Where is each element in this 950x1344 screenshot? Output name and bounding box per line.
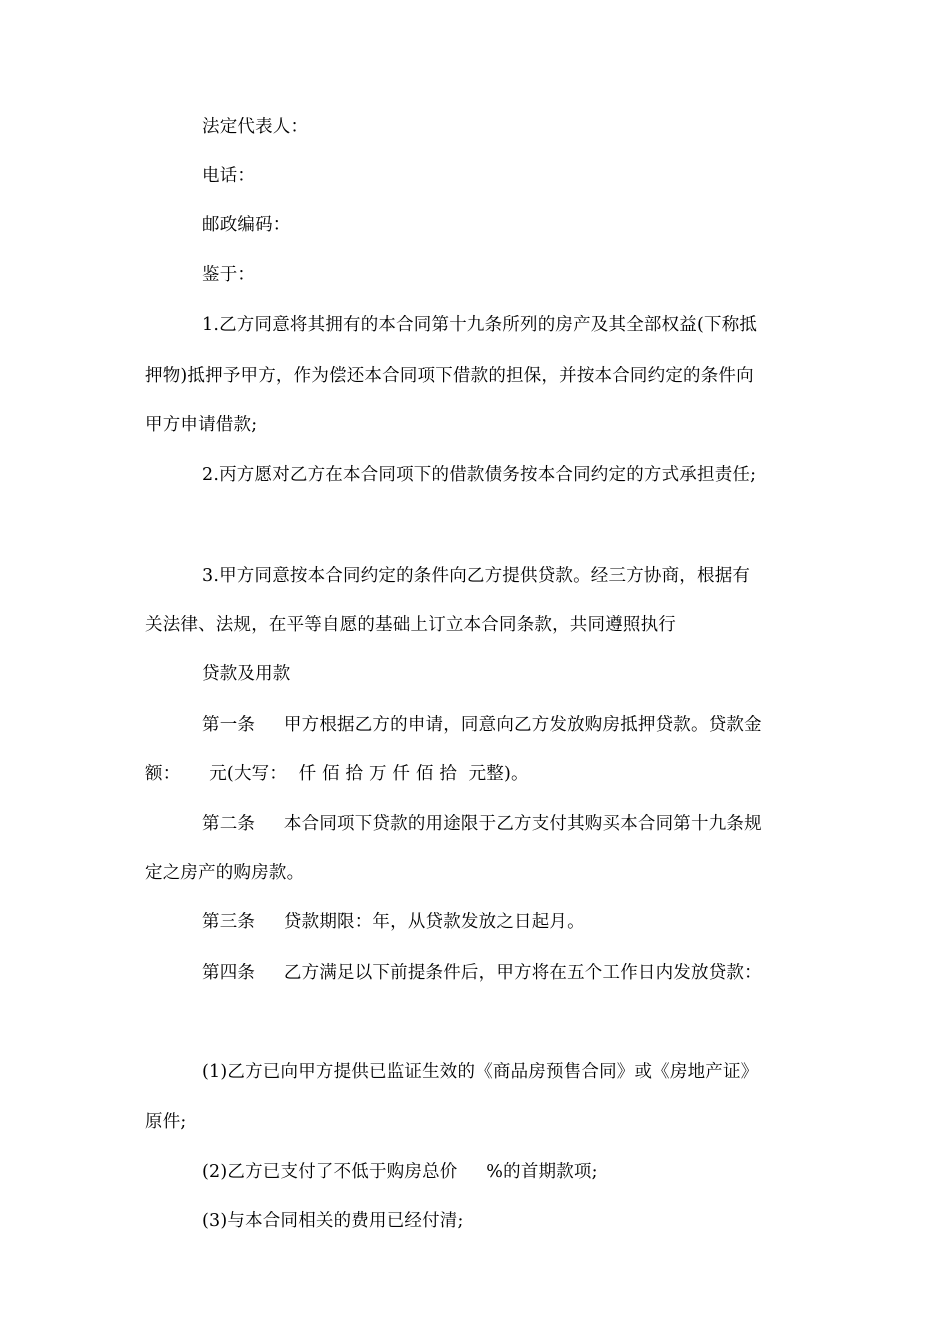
- article-1-line-1: 第一条 甲方根据乙方的申请，同意向乙方发放购房抵押贷款。贷款金: [202, 715, 762, 735]
- article-2-line-2: 定之房产的购房款。: [145, 863, 305, 883]
- recital-2-line: 2.丙方愿对乙方在本合同项下的借款债务按本合同约定的方式承担责任;: [202, 465, 757, 485]
- recital-3-line-2: 关法律、法规，在平等自愿的基础上订立本合同条款，共同遵照执行: [145, 615, 676, 635]
- article-2-line-1: 第二条 本合同项下贷款的用途限于乙方支付其购买本合同第十九条规: [202, 814, 762, 834]
- condition-1-line-1: (1)乙方已向甲方提供已监证生效的《商品房预售合同》或《房地产证》: [202, 1062, 759, 1082]
- article-3-line: 第三条 贷款期限：年，从贷款发放之日起月。: [202, 912, 585, 932]
- section-title: 贷款及用款: [202, 664, 291, 684]
- whereas-heading: 鉴于：: [202, 265, 256, 285]
- condition-3-line: (3)与本合同相关的费用已经付清;: [202, 1211, 464, 1231]
- condition-1-line-2: 原件;: [145, 1112, 187, 1132]
- recital-1-line-1: 1.乙方同意将其拥有的本合同第十九条所列的房产及其全部权益(下称抵: [202, 315, 758, 335]
- postcode-line: 邮政编码：: [202, 215, 291, 235]
- recital-3-line-1: 3.甲方同意按本合同约定的条件向乙方提供贷款。经三方协商，根据有: [202, 566, 751, 586]
- article-4-line: 第四条 乙方满足以下前提条件后，甲方将在五个工作日内发放贷款：: [202, 963, 762, 983]
- phone-line: 电话：: [202, 166, 256, 186]
- recital-1-line-3: 甲方申请借款;: [145, 415, 258, 435]
- condition-2-line: (2)乙方已支付了不低于购房总价 %的首期款项;: [202, 1162, 598, 1182]
- recital-1-line-2: 押物)抵押予甲方，作为偿还本合同项下借款的担保，并按本合同约定的条件向: [145, 366, 754, 386]
- legal-representative-line: 法定代表人：: [202, 117, 309, 137]
- article-1-line-2: 额： 元(大写： 仟 佰 拾 万 仟 佰 拾 元整)。: [145, 764, 529, 784]
